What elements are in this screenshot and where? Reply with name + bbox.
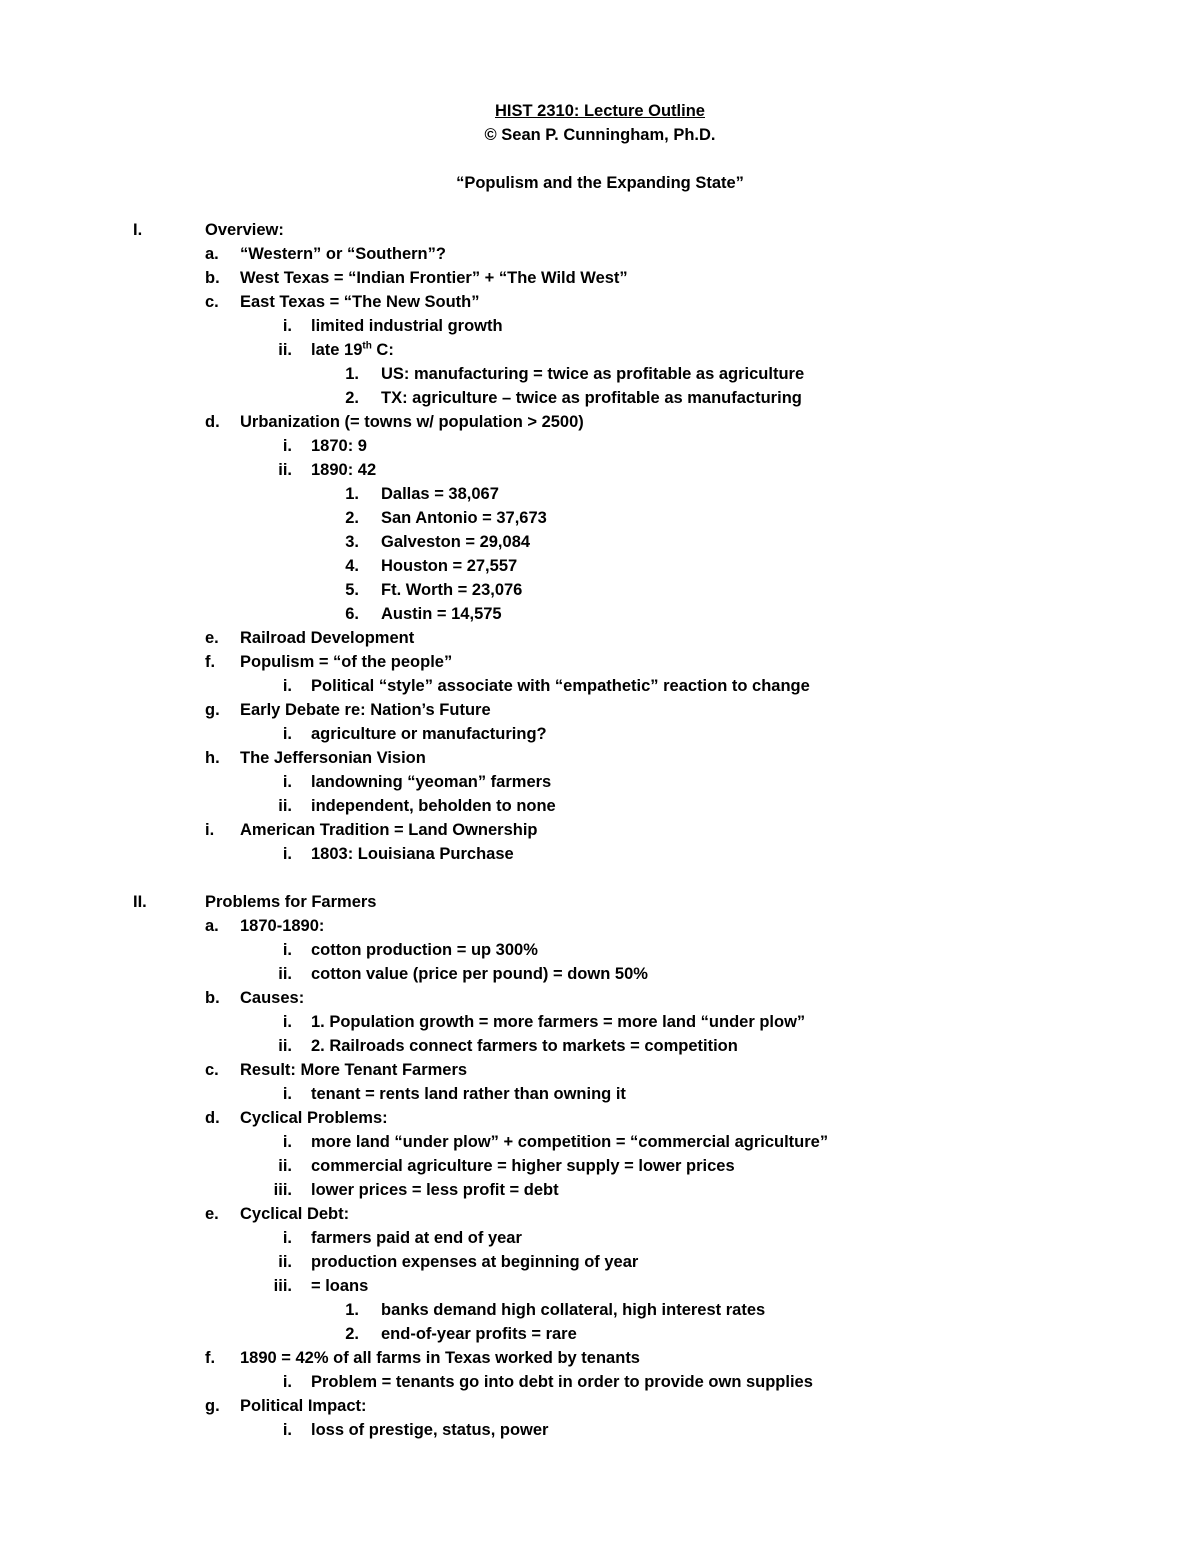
number-marker: 3. bbox=[345, 533, 359, 551]
subitem-text: farmers paid at end of year bbox=[311, 1229, 522, 1247]
item-text: East Texas = “The New South” bbox=[240, 293, 480, 311]
numbered-text: Dallas = 38,067 bbox=[381, 485, 499, 503]
outline bbox=[0, 218, 1200, 1442]
subitem-marker: ii. bbox=[278, 1157, 292, 1175]
outline-subitem bbox=[0, 674, 1200, 698]
outline-subitem bbox=[0, 1274, 1200, 1298]
subitem-marker: i. bbox=[282, 941, 292, 959]
item-text: Result: More Tenant Farmers bbox=[240, 1061, 468, 1079]
outline-numbered-item bbox=[0, 530, 1200, 554]
outline-subitem bbox=[0, 314, 1200, 338]
number-marker: 1. bbox=[345, 1301, 359, 1319]
outline-subitem bbox=[0, 1250, 1200, 1274]
outline-subitem bbox=[0, 1130, 1200, 1154]
numbered-text: Galveston = 29,084 bbox=[381, 533, 531, 551]
item-text: Urbanization (= towns w/ population > 2500) bbox=[240, 413, 584, 431]
item-marker: b. bbox=[205, 269, 220, 287]
item-text: American Tradition = Land Ownership bbox=[240, 821, 538, 839]
subitem-marker: ii. bbox=[278, 1037, 292, 1055]
outline-numbered-item bbox=[0, 554, 1200, 578]
item-text: Political Impact: bbox=[240, 1397, 367, 1415]
outline-subitem bbox=[0, 722, 1200, 746]
outline-subitem bbox=[0, 1418, 1200, 1442]
item-text: Railroad Development bbox=[240, 629, 415, 647]
item-marker: g. bbox=[205, 1397, 220, 1415]
outline-numbered-item bbox=[0, 362, 1200, 386]
subitem-text: production expenses at beginning of year bbox=[311, 1253, 639, 1271]
item-marker: c. bbox=[205, 1061, 219, 1079]
subitem-text: tenant = rents land rather than owning it bbox=[311, 1085, 626, 1103]
number-marker: 2. bbox=[345, 389, 359, 407]
item-text: Causes: bbox=[240, 989, 305, 1007]
numbered-text: Houston = 27,557 bbox=[381, 557, 518, 575]
subitem-text: agriculture or manufacturing? bbox=[311, 725, 547, 743]
subitem-marker: i. bbox=[282, 1133, 292, 1151]
outline-subitem bbox=[0, 938, 1200, 962]
outline-subitem bbox=[0, 434, 1200, 458]
section-title: Overview: bbox=[205, 221, 284, 239]
outline-subitem bbox=[0, 1154, 1200, 1178]
item-marker: e. bbox=[205, 629, 219, 647]
subitem-text: Political “style” associate with “empathetic” reaction to change bbox=[311, 677, 810, 695]
outline-item bbox=[0, 1058, 1200, 1082]
item-text: The Jeffersonian Vision bbox=[240, 749, 426, 767]
subitem-text: Problem = tenants go into debt in order to provide own supplies bbox=[311, 1373, 813, 1391]
subitem-marker: i. bbox=[282, 1229, 292, 1247]
numbered-text: Ft. Worth = 23,076 bbox=[381, 581, 523, 599]
subitem-marker: ii. bbox=[278, 461, 292, 479]
subitem-marker: i. bbox=[282, 317, 292, 335]
outline-item bbox=[0, 1394, 1200, 1418]
number-marker: 2. bbox=[345, 509, 359, 527]
subitem-marker: ii. bbox=[278, 1253, 292, 1271]
subitem-text: 1. Population growth = more farmers = more land “under plow” bbox=[311, 1013, 806, 1031]
outline-subitem bbox=[0, 770, 1200, 794]
item-marker: e. bbox=[205, 1205, 219, 1223]
subitem-text bbox=[311, 338, 394, 362]
subitem-marker: iii. bbox=[273, 1181, 292, 1199]
numbered-text: end-of-year profits = rare bbox=[381, 1325, 577, 1343]
number-marker: 1. bbox=[345, 365, 359, 383]
subitem-text: landowning “yeoman” farmers bbox=[311, 773, 552, 791]
item-marker: a. bbox=[205, 917, 219, 935]
section-gap bbox=[0, 866, 1200, 890]
item-text: Early Debate re: Nation’s Future bbox=[240, 701, 491, 719]
subitem-text: = loans bbox=[311, 1277, 369, 1295]
outline-subitem bbox=[0, 1178, 1200, 1202]
subitem-marker: i. bbox=[282, 1373, 292, 1391]
subitem-marker: i. bbox=[282, 725, 292, 743]
number-marker: 1. bbox=[345, 485, 359, 503]
outline-numbered-item bbox=[0, 386, 1200, 410]
item-marker: d. bbox=[205, 413, 220, 431]
subitem-text-pre: late 19 bbox=[311, 341, 363, 359]
section-heading bbox=[0, 890, 1200, 914]
numbered-text: TX: agriculture – twice as profitable as manufacturing bbox=[381, 389, 802, 407]
outline-item bbox=[0, 746, 1200, 770]
outline-subitem bbox=[0, 338, 1200, 362]
subitem-text: limited industrial growth bbox=[311, 317, 503, 335]
outline-item bbox=[0, 290, 1200, 314]
outline-subitem bbox=[0, 458, 1200, 482]
item-marker: d. bbox=[205, 1109, 220, 1127]
outline-item bbox=[0, 650, 1200, 674]
outline-subitem bbox=[0, 1082, 1200, 1106]
subitem-marker: iii. bbox=[273, 1277, 292, 1295]
outline-numbered-item bbox=[0, 1298, 1200, 1322]
item-marker: b. bbox=[205, 989, 220, 1007]
item-marker: a. bbox=[205, 245, 219, 263]
outline-subitem bbox=[0, 962, 1200, 986]
outline-subitem bbox=[0, 794, 1200, 818]
subitem-text: independent, beholden to none bbox=[311, 797, 556, 815]
outline-item bbox=[0, 242, 1200, 266]
subitem-marker: i. bbox=[282, 1421, 292, 1439]
subitem-marker: i. bbox=[282, 1085, 292, 1103]
subitem-text: 2. Railroads connect farmers to markets = competition bbox=[311, 1037, 738, 1055]
subitem-marker: i. bbox=[282, 437, 292, 455]
outline-numbered-item bbox=[0, 602, 1200, 626]
lecture-title: “Populism and the Expanding State” bbox=[456, 174, 744, 192]
numbered-text: Austin = 14,575 bbox=[381, 605, 502, 623]
roman-marker: II. bbox=[133, 893, 147, 911]
outline-numbered-item bbox=[0, 506, 1200, 530]
course-title bbox=[0, 99, 1200, 123]
outline-item bbox=[0, 266, 1200, 290]
outline-item bbox=[0, 914, 1200, 938]
item-marker: h. bbox=[205, 749, 220, 767]
number-marker: 6. bbox=[345, 605, 359, 623]
outline-item bbox=[0, 1106, 1200, 1130]
subitem-text: 1870: 9 bbox=[311, 437, 367, 455]
ordinal-suffix: th bbox=[362, 340, 372, 352]
item-marker: i. bbox=[205, 821, 215, 839]
roman-marker: I. bbox=[133, 221, 143, 239]
outline-item bbox=[0, 1202, 1200, 1226]
subitem-marker: ii. bbox=[278, 965, 292, 983]
subitem-text: 1890: 42 bbox=[311, 461, 377, 479]
outline-item bbox=[0, 818, 1200, 842]
number-marker: 5. bbox=[345, 581, 359, 599]
subitem-text: commercial agriculture = higher supply = lower prices bbox=[311, 1157, 735, 1175]
item-marker: c. bbox=[205, 293, 219, 311]
outline-item bbox=[0, 1346, 1200, 1370]
subitem-text: more land “under plow” + competition = “commercial agriculture” bbox=[311, 1133, 829, 1151]
section-title: Problems for Farmers bbox=[205, 893, 377, 911]
subitem-text: 1803: Louisiana Purchase bbox=[311, 845, 514, 863]
item-text: Populism = “of the people” bbox=[240, 653, 453, 671]
outline-subitem bbox=[0, 842, 1200, 866]
item-text: Cyclical Problems: bbox=[240, 1109, 388, 1127]
item-text: 1870-1890: bbox=[240, 917, 325, 935]
item-marker: f. bbox=[205, 653, 216, 671]
outline-subitem bbox=[0, 1010, 1200, 1034]
item-marker: g. bbox=[205, 701, 220, 719]
section-heading bbox=[0, 218, 1200, 242]
outline-subitem bbox=[0, 1226, 1200, 1250]
item-text: West Texas = “Indian Frontier” + “The Wild West” bbox=[240, 269, 628, 287]
author-line: © Sean P. Cunningham, Ph.D. bbox=[484, 126, 716, 144]
subitem-marker: i. bbox=[282, 677, 292, 695]
subitem-marker: i. bbox=[282, 773, 292, 791]
subitem-text: lower prices = less profit = debt bbox=[311, 1181, 559, 1199]
outline-item bbox=[0, 410, 1200, 434]
subitem-marker: i. bbox=[282, 845, 292, 863]
course-title-text: HIST 2310: Lecture Outline bbox=[495, 102, 705, 120]
numbered-text: US: manufacturing = twice as profitable as agriculture bbox=[381, 365, 805, 383]
subitem-text: cotton production = up 300% bbox=[311, 941, 538, 959]
outline-item bbox=[0, 698, 1200, 722]
numbered-text: banks demand high collateral, high interest rates bbox=[381, 1301, 766, 1319]
subitem-text: cotton value (price per pound) = down 50% bbox=[311, 965, 648, 983]
outline-numbered-item bbox=[0, 578, 1200, 602]
outline-numbered-item bbox=[0, 1322, 1200, 1346]
subitem-text: loss of prestige, status, power bbox=[311, 1421, 549, 1439]
outline-item bbox=[0, 986, 1200, 1010]
subitem-marker: ii. bbox=[278, 341, 292, 359]
item-text: 1890 = 42% of all farms in Texas worked by tenants bbox=[240, 1349, 640, 1367]
outline-item bbox=[0, 626, 1200, 650]
outline-numbered-item bbox=[0, 482, 1200, 506]
item-text: “Western” or “Southern”? bbox=[240, 245, 446, 263]
subitem-marker: i. bbox=[282, 1013, 292, 1031]
subitem-marker: ii. bbox=[278, 797, 292, 815]
number-marker: 2. bbox=[345, 1325, 359, 1343]
outline-subitem bbox=[0, 1034, 1200, 1058]
item-marker: f. bbox=[205, 1349, 216, 1367]
number-marker: 4. bbox=[345, 557, 359, 575]
item-text: Cyclical Debt: bbox=[240, 1205, 350, 1223]
numbered-text: San Antonio = 37,673 bbox=[381, 509, 547, 527]
outline-subitem bbox=[0, 1370, 1200, 1394]
subitem-text-post: C: bbox=[371, 341, 394, 359]
